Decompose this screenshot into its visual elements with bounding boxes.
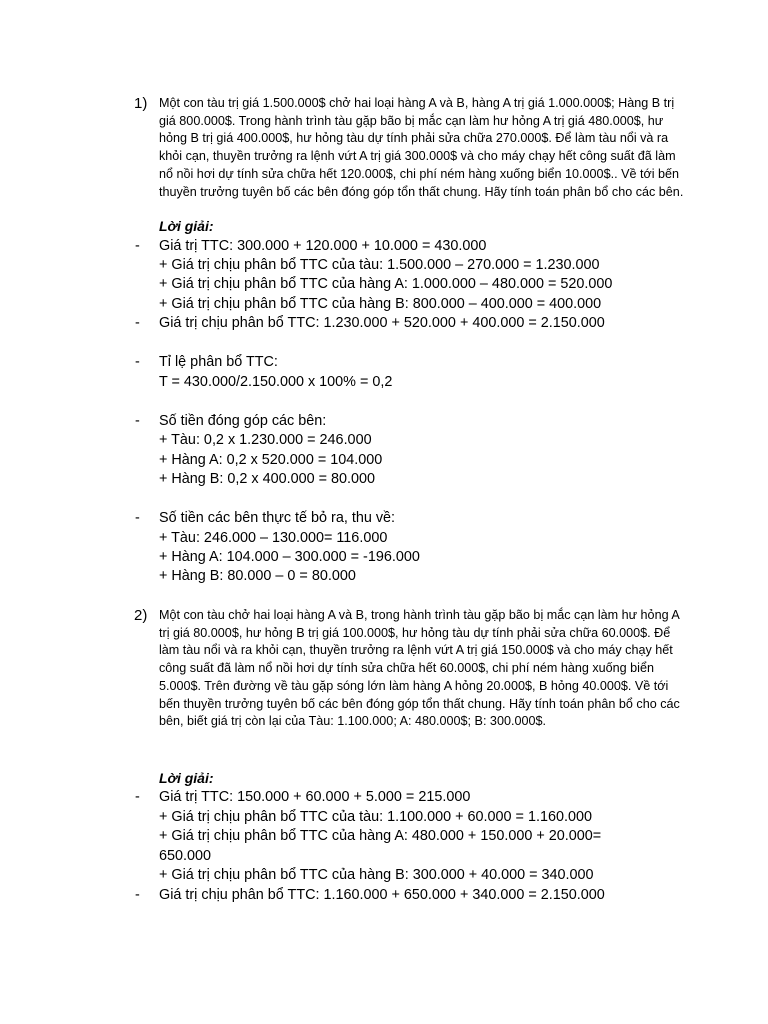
solution-line [0,788,768,808]
solution-line [0,808,768,828]
list-dash: - [135,413,140,429]
problem-statement: Một con tàu trị giá 1.500.000$ chở hai loại hàng A và B, hàng A trị giá 1.000.000$; Hàng B trị giá 800.000$. Trong hành trình tàu gặp bão bị mắc cạn làm hư hỏng A trị giá 480.000$, hư hỏng B trị giá 400.000$, hư hỏng tàu dự tính phải sửa chữa 270.000$. Để làm tàu nổi và ra khỏi cạn, thuyền trưởng ra lệnh vứt A trị giá 300.000$ và cho máy chạy hết công suất đã làm nổ nồi hơi dự tính sửa chữa hết 120.000$, chi phí ném hàng xuống biển 10.000$.. Về tới bến thuyền trưởng tuyên bố các bên đóng góp tổn thất chung. Hãy tính toán phân bổ cho các bên. [159,96,684,199]
problem-statement: Một con tàu chở hai loại hàng A và B, trong hành trình tàu gặp bão bị mắc cạn làm hư hỏng A trị giá 80.000$, hư hỏng B trị giá 100.000$, hư hỏng tàu dự tính phải sửa chữa 60.000$. Để làm tàu nổi và ra khỏi cạn, thuyền trưởng ra lệnh vứt A trị giá 150.000$ và cho máy chạy hết công suất đã làm nổ nồi hơi dự tính sửa chữa hết 60.000$, chi phí ném hàng xuống biển 5.000$. Trên đường về tàu gặp sóng lớn làm hàng A hỏng 20.000$, B hỏng 40.000$. Về tới bến thuyền trưởng tuyên bố các bên đóng góp tổn thất chung. Hãy tính toán phân bổ cho các bên, biết giá trị còn lại của Tàu: 1.100.000; A: 480.000$; B: 300.000$. [159,608,680,729]
solution-line [0,509,768,529]
solution-text: Số tiền đóng góp các bên: [159,413,327,429]
list-dash: - [135,238,140,254]
solution-line [0,548,768,568]
solution-heading: Lời giải: [159,218,214,234]
solution-line [0,237,768,257]
solution-line [0,567,768,587]
solution-line [0,529,768,549]
solution-line [0,295,768,315]
solution-text: Số tiền các bên thực tế bỏ ra, thu về: [159,510,396,526]
solution-line [0,886,768,906]
solution-text: Giá trị chịu phân bổ TTC: 1.230.000 + 520.000 + 400.000 = 2.150.000 [159,315,605,331]
solution-text: + Tàu: 0,2 x 1.230.000 = 246.000 [159,432,372,448]
list-dash: - [135,315,140,331]
solution-text: + Giá trị chịu phân bổ TTC của hàng B: 800.000 – 400.000 = 400.000 [159,296,602,312]
solution-line [0,256,768,276]
solution-line [0,431,768,451]
solution-text: + Tàu: 246.000 – 130.000= 116.000 [159,530,388,546]
solution-text: + Hàng A: 104.000 – 300.000 = -196.000 [159,549,420,565]
list-dash: - [135,510,140,526]
solution-text: + Giá trị chịu phân bổ TTC của hàng A: 480.000 + 150.000 + 20.000= [159,828,602,844]
list-dash: - [135,887,140,903]
problem-number: 2) [134,607,148,624]
solution-text: + Hàng A: 0,2 x 520.000 = 104.000 [159,452,383,468]
list-dash: - [135,354,140,370]
solution-line [0,412,768,432]
solution-text: Giá trị chịu phân bổ TTC: 1.160.000 + 650.000 + 340.000 = 2.150.000 [159,887,605,903]
solution-text: T = 430.000/2.150.000 x 100% = 0,2 [159,374,393,390]
list-dash: - [135,789,140,805]
solution-text: + Giá trị chịu phân bổ TTC của tàu: 1.100.000 + 60.000 = 1.160.000 [159,809,592,825]
solution-text: + Hàng B: 0,2 x 400.000 = 80.000 [159,471,376,487]
solution-line [0,353,768,373]
solution-text: + Giá trị chịu phân bổ TTC của tàu: 1.500.000 – 270.000 = 1.230.000 [159,257,600,273]
solution-text: Tỉ lệ phân bổ TTC: [159,354,278,370]
solution-line [0,866,768,886]
problem-number: 1) [134,95,148,112]
solution-line [0,373,768,393]
solution-line [0,451,768,471]
solution-line [0,827,768,847]
solution-text: Giá trị TTC: 150.000 + 60.000 + 5.000 = 215.000 [159,789,471,805]
solution-text: + Giá trị chịu phân bổ TTC của hàng B: 300.000 + 40.000 = 340.000 [159,867,594,883]
solution-line [0,847,768,867]
solution-text: + Hàng B: 80.000 – 0 = 80.000 [159,568,356,584]
solution-text: Giá trị TTC: 300.000 + 120.000 + 10.000 = 430.000 [159,238,487,254]
solution-text: 650.000 [159,848,212,864]
solution-line [0,470,768,490]
solution-heading: Lời giải: [159,770,214,786]
solution-text: + Giá trị chịu phân bổ TTC của hàng A: 1.000.000 – 480.000 = 520.000 [159,276,613,292]
solution-line [0,314,768,334]
solution-line [0,275,768,295]
